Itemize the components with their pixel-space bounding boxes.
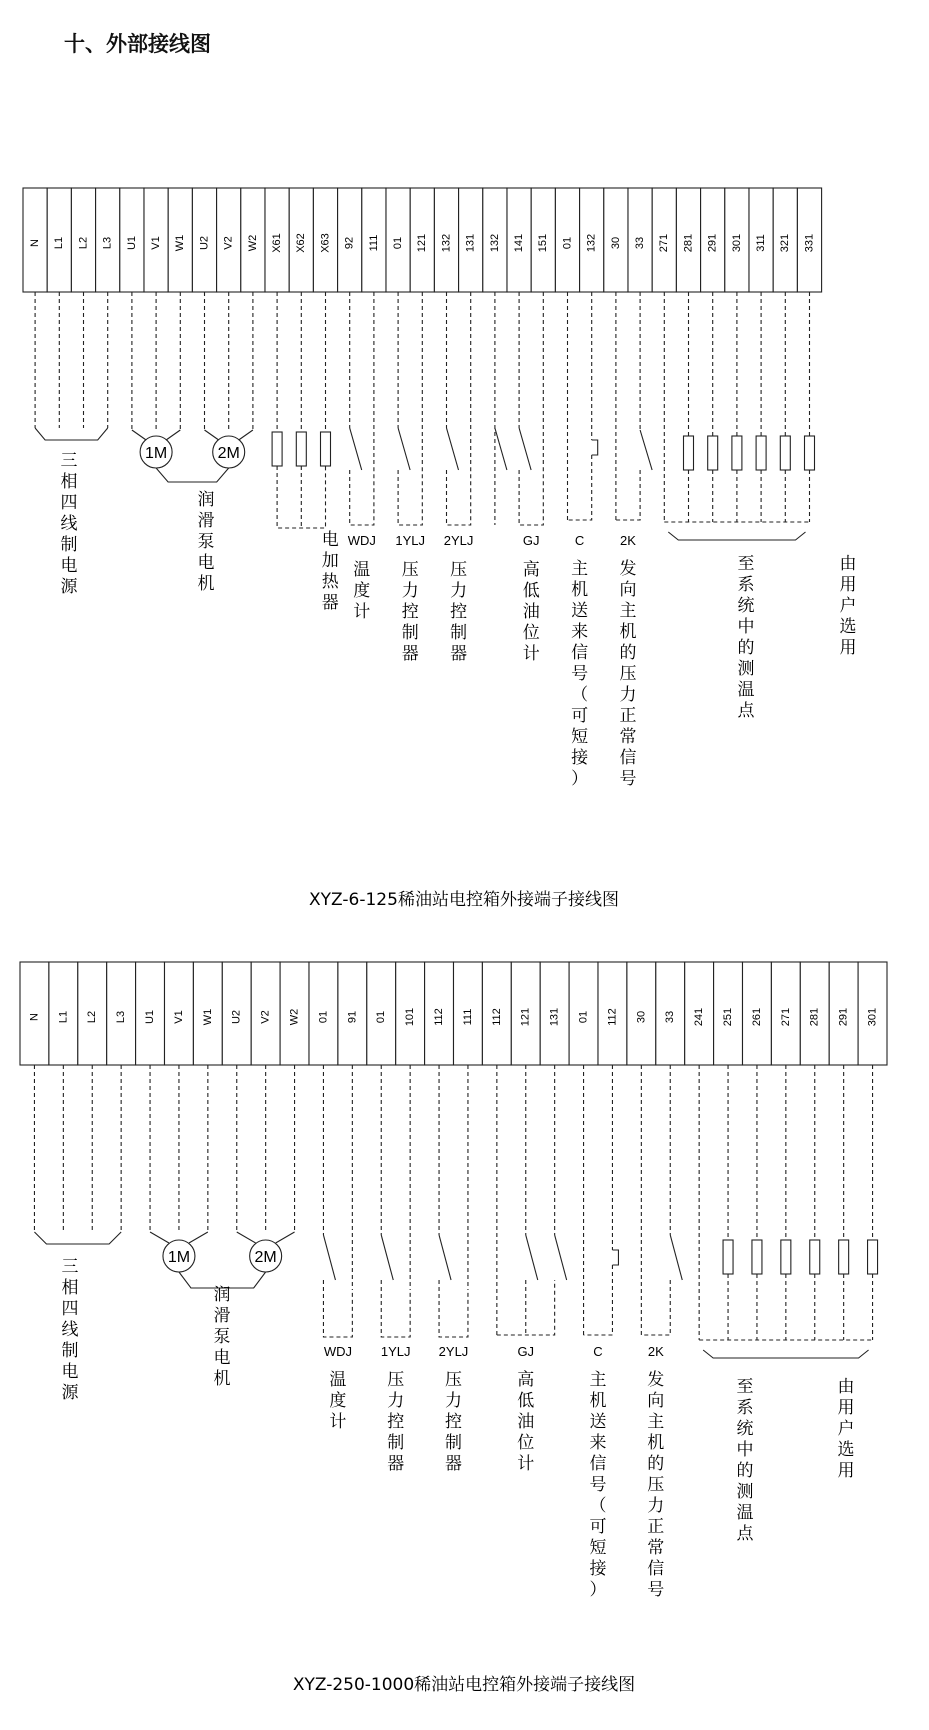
bracket [34, 1232, 121, 1244]
terminal-label: 121 [519, 1007, 532, 1027]
dashed-loop [439, 1280, 468, 1337]
group-code: 2YLJ [438, 1344, 469, 1359]
group-label: 压力控制器 [450, 560, 468, 664]
group-label: 润滑泵电机 [197, 490, 215, 594]
motor-label: 2M [254, 1249, 277, 1266]
resistor [780, 436, 790, 470]
group-label: 高低油位计 [522, 560, 540, 664]
group-code: 2YLJ [443, 533, 474, 548]
page-heading: 十、外部接线图 [64, 32, 211, 56]
motor-lead [189, 1232, 208, 1243]
resistor [810, 1240, 820, 1274]
terminal-label: 321 [779, 233, 792, 253]
resistor [839, 1240, 849, 1274]
group-code: 1YLJ [380, 1344, 411, 1359]
terminal-label: 111 [367, 234, 380, 252]
terminal-label: L1 [53, 236, 66, 250]
dashed-loop [447, 465, 471, 525]
group-label: 温度计 [353, 560, 371, 622]
switch-contact [495, 428, 507, 470]
group-code: C [593, 1344, 603, 1359]
dashed-loop [519, 465, 543, 525]
terminal-label: 301 [866, 1007, 879, 1027]
terminal-label: 01 [392, 236, 405, 250]
terminal-label: 112 [606, 1008, 619, 1026]
resistor [805, 436, 815, 470]
terminal-label: 132 [440, 233, 453, 253]
resistor [756, 436, 766, 470]
terminal-label: V2 [222, 236, 235, 250]
terminal-label: U2 [230, 1009, 243, 1025]
terminal-label: W1 [201, 1008, 214, 1026]
terminal-label: 291 [706, 233, 719, 253]
terminal-label: L3 [115, 1010, 128, 1024]
switch-contact [555, 1235, 567, 1280]
terminal-label: N [29, 239, 42, 247]
terminal-label: 281 [682, 233, 695, 253]
motor-label: 2M [217, 445, 240, 462]
diagram-1 [23, 188, 857, 910]
terminal-label: X62 [295, 233, 308, 253]
terminal-label: 291 [837, 1007, 850, 1027]
terminal-label: 132 [488, 233, 501, 253]
dashed-loop [616, 470, 640, 520]
terminal-label: W2 [246, 234, 259, 252]
group-label: 由用户选用 [839, 554, 857, 658]
dashed-loop [641, 1280, 670, 1335]
terminal-label: U1 [125, 235, 138, 251]
switch-contact [398, 428, 410, 470]
dashed-loop [381, 1280, 410, 1337]
group-label: 三相四线制电源 [60, 451, 78, 597]
group-code: WDJ [323, 1344, 352, 1359]
dashed-loop [568, 455, 592, 520]
terminal-label: 261 [750, 1007, 763, 1027]
dashed-loop [398, 465, 422, 525]
terminal-label: L2 [86, 1010, 99, 1024]
motor-label: 1M [144, 445, 168, 462]
group-code: 2K [647, 1344, 664, 1359]
group-code: 1YLJ [395, 533, 426, 548]
terminal-label: U1 [143, 1009, 156, 1025]
switch-contact [670, 1235, 682, 1280]
motor-lead [150, 1232, 169, 1243]
bracket [668, 532, 805, 540]
switch-contact [323, 1235, 335, 1280]
group-code: GJ [522, 533, 540, 548]
switch-contact [381, 1235, 393, 1280]
terminal-label: 30 [635, 1010, 648, 1024]
bracket [156, 468, 229, 482]
motor-lead [239, 430, 253, 440]
group-code: GJ [517, 1344, 535, 1359]
group-label: 压力控制器 [401, 560, 419, 664]
terminal-label: 101 [404, 1007, 417, 1027]
terminal-label: X63 [319, 233, 332, 253]
switch-contact [640, 430, 652, 470]
terminal-label: L3 [101, 236, 114, 250]
group-label: 压力控制器 [387, 1370, 405, 1474]
resistor [752, 1240, 762, 1274]
terminal-label: 91 [346, 1010, 359, 1024]
diagram-2 [20, 962, 887, 1695]
terminal-label: 251 [721, 1007, 734, 1027]
terminal-label: 271 [779, 1007, 792, 1027]
switch-contact [447, 428, 459, 470]
group-label: 润滑泵电机 [213, 1285, 231, 1389]
motor-lead [237, 1232, 256, 1243]
terminal-label: 111 [461, 1008, 474, 1026]
terminal-label: 131 [464, 233, 477, 253]
terminal-label: V1 [150, 236, 163, 250]
resistor [781, 1240, 791, 1274]
terminal-label: 112 [432, 1008, 445, 1026]
contact-gap [612, 1250, 618, 1265]
resistor [868, 1240, 878, 1274]
terminal-label: 112 [490, 1008, 503, 1026]
terminal-label: 311 [755, 234, 768, 252]
motor-lead [132, 430, 146, 440]
dashed-loop [584, 1265, 613, 1335]
group-label: 发向主机的压力正常信号 [647, 1370, 665, 1600]
terminal-label: 01 [577, 1010, 590, 1024]
resistor [723, 1240, 733, 1274]
resistor [272, 432, 282, 466]
dashed-loop [350, 465, 374, 525]
terminal-label: 92 [343, 236, 356, 250]
terminal-label: W2 [288, 1008, 301, 1026]
group-code: 2K [620, 533, 636, 548]
resistor [684, 436, 694, 470]
switch-contact [526, 1235, 538, 1280]
group-label: 主机送来信号（可短接） [589, 1370, 607, 1600]
group-label: 主机送来信号（可短接） [571, 559, 589, 789]
terminal-label: 121 [416, 233, 429, 253]
group-label: 发向主机的压力正常信号 [619, 559, 637, 789]
group-label: 压力控制器 [445, 1370, 462, 1474]
diagram-caption: XYZ-250-1000稀油站电控箱外接端子接线图 [292, 1675, 636, 1695]
terminal-label: 281 [808, 1007, 821, 1027]
group-label: 至系统中的测温点 [736, 1377, 754, 1544]
terminal-label: 301 [730, 233, 743, 253]
terminal-label: 01 [317, 1010, 330, 1024]
dashed-loop [323, 1280, 352, 1337]
terminal-label: 01 [561, 236, 574, 250]
resistor [321, 432, 331, 466]
terminal-label: L2 [77, 236, 90, 250]
motor-lead [166, 430, 180, 440]
terminal-label: 132 [585, 233, 598, 253]
terminal-label: N [28, 1013, 41, 1021]
motor-lead [276, 1232, 295, 1243]
group-code: WDJ [347, 533, 376, 548]
terminal-label: 131 [548, 1007, 561, 1027]
motor-label: 1M [167, 1249, 191, 1266]
terminal-label: 331 [803, 233, 816, 253]
terminal-label: 151 [537, 233, 550, 253]
motor-lead [205, 430, 219, 440]
terminal-label: 01 [375, 1010, 388, 1024]
terminal-label: 33 [634, 236, 647, 250]
terminal-label: X61 [271, 233, 284, 253]
diagram-caption: XYZ-6-125稀油站电控箱外接端子接线图 [309, 890, 619, 910]
terminal-label: U2 [198, 235, 211, 251]
group-label: 由用户选用 [837, 1377, 855, 1481]
terminal-label: 33 [664, 1010, 677, 1024]
bracket [703, 1350, 868, 1358]
switch-contact [519, 428, 531, 470]
switch-contact [439, 1235, 451, 1280]
terminal-label: L1 [57, 1010, 70, 1024]
terminal-label: 241 [693, 1007, 706, 1027]
terminal-label: 141 [513, 233, 526, 253]
group-label: 至系统中的测温点 [737, 554, 755, 721]
resistor [296, 432, 306, 466]
group-code: C [574, 533, 585, 548]
contact-gap [592, 440, 598, 455]
resistor [708, 436, 718, 470]
group-label: 温度计 [329, 1370, 347, 1432]
switch-contact [350, 428, 362, 470]
group-label: 三相四线制电源 [61, 1257, 79, 1403]
group-label: 电加热器 [321, 530, 339, 613]
terminal-label: W1 [174, 234, 187, 252]
bracket [35, 428, 108, 440]
terminal-label: 271 [658, 233, 671, 253]
resistor [732, 436, 742, 470]
terminal-label: V1 [172, 1010, 185, 1024]
group-label: 高低油位计 [517, 1370, 535, 1474]
terminal-label: 30 [609, 236, 622, 250]
terminal-label: V2 [259, 1010, 272, 1024]
